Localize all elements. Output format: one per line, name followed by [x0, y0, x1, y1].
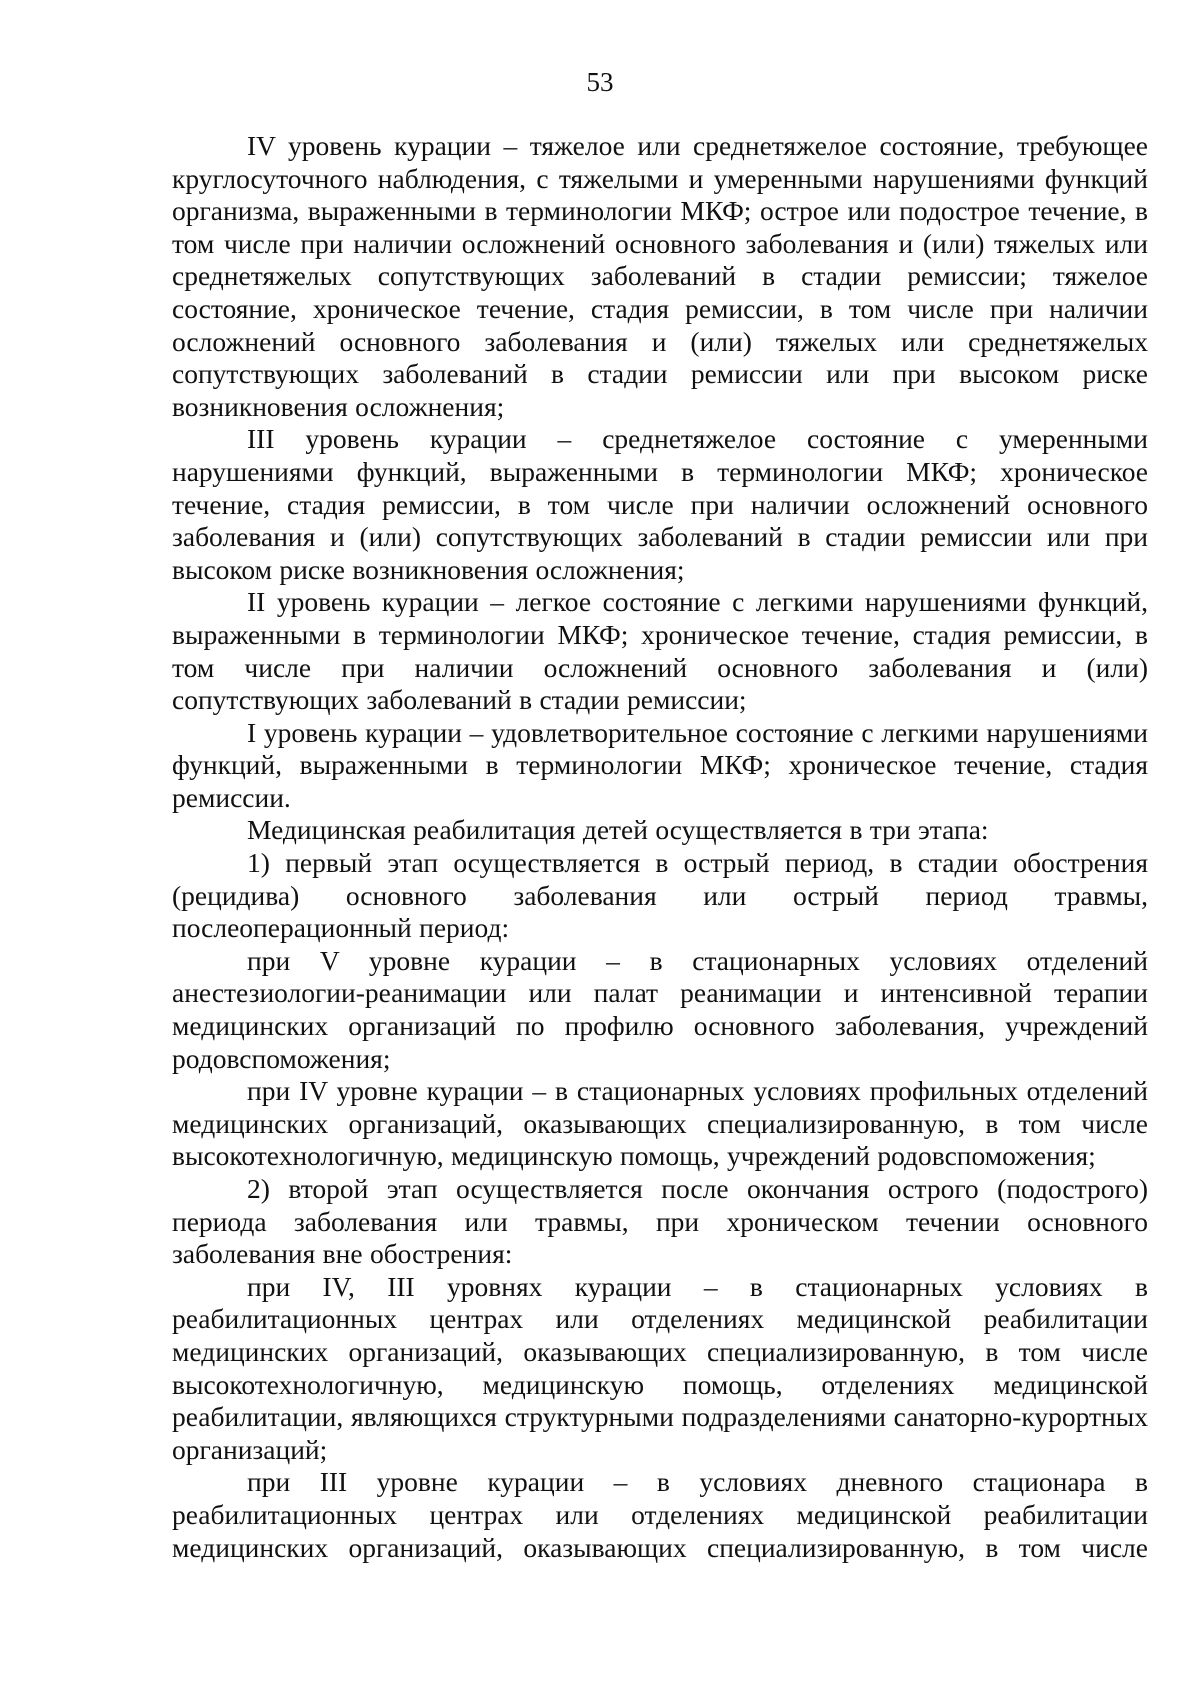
paragraph-curation-level-iv: IV уровень курации – тяжелое или среднетяжелое состояние, требующее круглосуточного наблюдения, с тяжелыми и умеренными нарушениями функций организма, выраженными в терминологии МКФ; острое или подострое течение, в том числе при наличии осложнений основного заболевания и (или) тяжелых или среднетяжелых сопутствующих заболеваний в стадии ремиссии; тяжелое состояние, хроническое течение, стадия ремиссии, в том числе при наличии осложнений основного заболевания и (или) тяжелых или среднетяжелых сопутствующих заболеваний в стадии ремиссии или при высоком риске возникновения осложнения; [172, 130, 1148, 422]
paragraph-stage-one-level-iv: при IV уровне курации – в стационарных условиях профильных отделений медицинских организаций, оказывающих специализированную, в том числе высокотехнологичную, медицинскую помощь, учреждений родовспоможения; [172, 1075, 1148, 1172]
paragraph-curation-level-i: I уровень курации – удовлетворительное состояние с легкими нарушениями функций, выраженными в терминологии МКФ; хроническое течение, стадия ремиссии. [172, 716, 1148, 813]
paragraph-curation-level-iii: III уровень курации – среднетяжелое состояние с умеренными нарушениями функций, выраженными в терминологии МКФ; хроническое течение, стадия ремиссии, в том числе при наличии осложнений основного заболевания и (или) сопутствующих заболеваний в стадии ремиссии или при высоком риске возникновения осложнения; [172, 423, 1148, 585]
body-text [172, 130, 1148, 1564]
paragraph-stage-two-levels-iv-iii: при IV, III уровнях курации – в стационарных условиях в реабилитационных центрах или отделениях медицинской реабилитации медицинских организаций, оказывающих специализированную, в том числе высокотехнологичную, медицинскую помощь, отделениях медицинской реабилитации, являющихся структурными подразделениями санаторно-курортных организаций; [172, 1270, 1148, 1465]
paragraph-stage-two: 2) второй этап осуществляется после окончания острого (подострого) периода заболевания или травмы, при хроническом течении основного заболевания вне обострения: [172, 1173, 1148, 1270]
paragraph-stage-one: 1) первый этап осуществляется в острый период, в стадии обострения (рецидива) основного заболевания или острый период травмы, послеоперационный период: [172, 847, 1148, 944]
paragraph-curation-level-ii: II уровень курации – легкое состояние с легкими нарушениями функций, выраженными в терминологии МКФ; хроническое течение, стадия ремиссии, в том числе при наличии осложнений основного заболевания и (или) сопутствующих заболеваний в стадии ремиссии; [172, 586, 1148, 716]
paragraph-rehab-stages-intro: Медицинская реабилитация детей осуществляется в три этапа: [247, 814, 989, 846]
paragraph-stage-one-level-v: при V уровне курации – в стационарных условиях отделений анестезиологии-реанимации или палат реанимации и интенсивной терапии медицинских организаций по профилю основного заболевания, учреждений родовспоможения; [172, 944, 1148, 1074]
page-number: 53 [586, 67, 614, 97]
paragraph-stage-two-level-iii: при III уровне курации – в условиях дневного стационара в реабилитационных центрах или отделениях медицинской реабилитации медицинских организаций, оказывающих специализированную, в том числе [172, 1466, 1148, 1563]
